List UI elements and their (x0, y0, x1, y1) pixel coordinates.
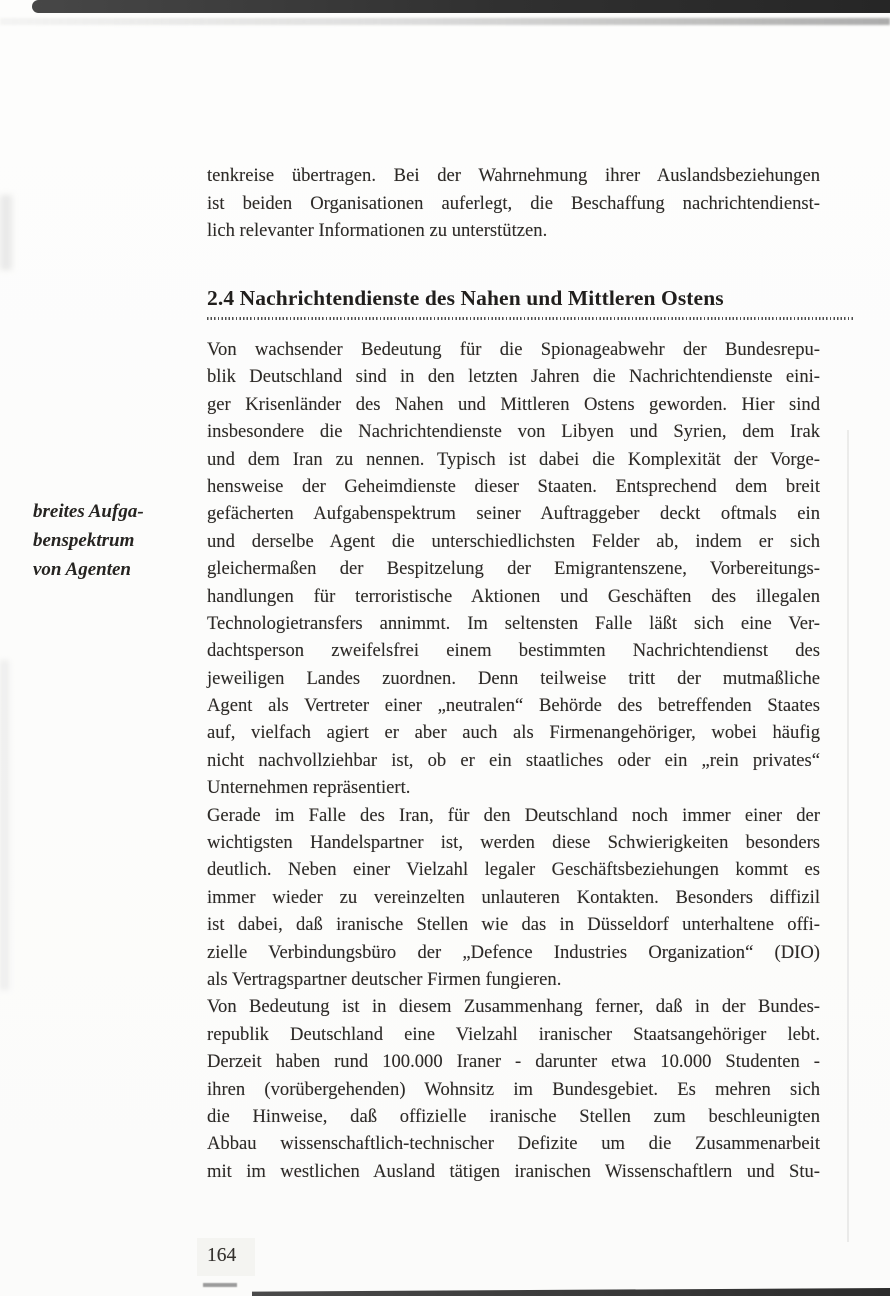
scan-artifact-top-streak (0, 18, 890, 25)
scan-artifact-edge-smudge (0, 195, 12, 270)
text-line: Von wachsender Bedeutung für die Spionageabwehr der Bundesrepu- (207, 339, 820, 360)
text-line: auf, vielfach agiert er aber auch als Firmenangehöriger, wobei häufig (207, 722, 820, 744)
text-line: Derzeit haben rund 100.000 Iraner - darunter etwa 10.000 Studenten - (207, 1051, 820, 1073)
text-line: ihren (vorübergehenden) Wohnsitz im Bundesgebiet. Es mehren sich (207, 1078, 820, 1100)
text-line: und derselbe Agent die unterschiedlichsten Felder ab, indem er sich (207, 530, 820, 552)
text-line: gleichermaßen der Bespitzelung der Emigrantenszene, Vorbereitungs- (207, 558, 820, 580)
text-line: nicht nachvollziehbar ist, ob er ein staatliches oder ein „rein privates“ (207, 749, 820, 771)
text-line: insbesondere die Nachrichtendienste von Libyen und Syrien, dem Irak (207, 421, 820, 443)
margin-note-line: breites Aufga- (33, 501, 144, 522)
text-line: die Hinweise, daß offizielle iranische Stellen zum beschleunigten (207, 1105, 820, 1127)
text-line: jeweiligen Landes zuordnen. Denn teilweise tritt der mutmaßliche (207, 667, 820, 689)
text-line: Abbau wissenschaftlich-technischer Defizite um die Zusammenarbeit (207, 1133, 820, 1155)
section-heading: 2.4 Nachrichtendienste des Nahen und Mittleren Ostens (207, 286, 724, 310)
text-line: Von Bedeutung ist in diesem Zusammenhang ferner, daß in der Bundes- (207, 996, 820, 1018)
text-line: mit im westlichen Ausland tätigen iranischen Wissenschaftlern und Stu- (207, 1160, 820, 1182)
text-line: lich relevanter Informationen zu unterstützen. (207, 220, 548, 242)
scan-artifact-edge-smudge (0, 660, 9, 990)
margin-note-line: von Agenten (33, 559, 131, 580)
page-number: 164 (207, 1245, 237, 1266)
text-line: Agent als Vertreter einer „neutralen“ Behörde des betreffenden Staates (207, 695, 820, 717)
text-line: tenkreise übertragen. Bei der Wahrnehmung ihrer Auslandsbeziehungen (207, 165, 820, 186)
intro-paragraph (207, 162, 820, 245)
text-line: gefächerten Aufgabenspektrum seiner Auftraggeber deckt oftmals ein (207, 503, 820, 525)
text-line: ist dabei, daß iranische Stellen wie das in Düsseldorf unterhaltene offi- (207, 914, 820, 936)
text-line: Unternehmen repräsentiert. (207, 777, 411, 799)
text-line: als Vertragspartner deutscher Firmen fungieren. (207, 968, 562, 990)
text-line: handlungen für terroristische Aktionen und Geschäften des illegalen (207, 585, 820, 607)
text-line: Gerade im Falle des Iran, für den Deutschland noch immer einer der (207, 804, 820, 826)
text-line: immer wieder zu vereinzelten unlauteren Kontakten. Besonders diffizil (207, 886, 820, 908)
text-line: dachtsperson zweifelsfrei einem bestimmten Nachrichtendienst des (207, 640, 820, 662)
text-line: deutlich. Neben einer Vielzahl legaler Geschäftsbeziehungen kommt es (207, 859, 820, 881)
text-line: hensweise der Geheimdienste dieser Staaten. Entsprechend dem breit (207, 475, 820, 497)
text-line: ger Krisenländer des Nahen und Mittleren Ostens geworden. Hier sind (207, 393, 820, 415)
scan-artifact-fold-line (847, 430, 849, 1242)
text-line: ist beiden Organisationen auferlegt, die Beschaffung nachrichtendienst- (207, 192, 820, 214)
scan-artifact-top-bar (32, 0, 890, 13)
text-line: zielle Verbindungsbüro der „Defence Industries Organization“ (DIO) (207, 941, 820, 963)
margin-note (33, 497, 193, 584)
heading-dotted-rule (207, 317, 855, 320)
scan-artifact-bottom-bar (252, 1288, 890, 1296)
text-line: wichtigsten Handelspartner ist, werden diese Schwierigkeiten besonders (207, 832, 820, 854)
margin-note-line: benspektrum (33, 530, 135, 551)
text-line: Technologietransfers annimmt. Im seltensten Falle läßt sich eine Ver- (207, 612, 820, 634)
scan-artifact-pagenum-dash (203, 1283, 237, 1287)
body-text (207, 336, 820, 1185)
text-line: blik Deutschland sind in den letzten Jahren die Nachrichtendienste eini- (207, 366, 820, 388)
text-line: und dem Iran zu nennen. Typisch ist dabei die Komplexität der Vorge- (207, 448, 820, 470)
text-line: republik Deutschland eine Vielzahl iranischer Staatsangehöriger lebt. (207, 1023, 820, 1045)
